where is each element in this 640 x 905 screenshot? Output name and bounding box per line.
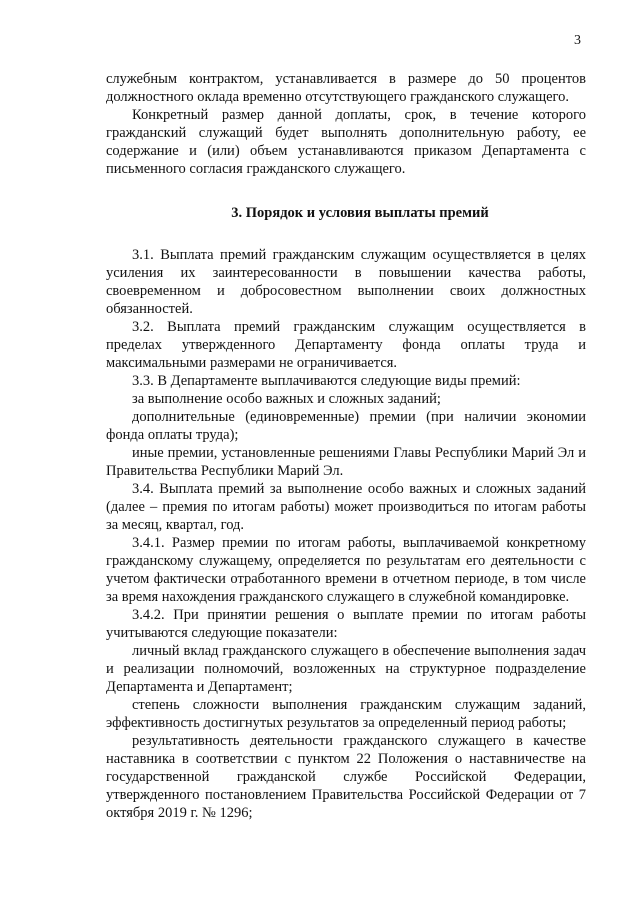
list-item-other-bonuses: иные премии, установленные решениями Главы Республики Марий Эл и Правительства Республики Марий Эл.: [106, 445, 586, 479]
paragraph-additional-payment: Конкретный размер данной доплаты, срок, в течение которого гражданский служащий будет выполнять дополнительную работу, ее содержание и (или) объем устанавливаются приказом Департамента с письменного согласия гражданского служащего.: [106, 107, 586, 177]
paragraph-3-4-2: 3.4.2. При принятии решения о выплате премии по итогам работы учитываются следующие показатели:: [106, 607, 586, 641]
document-body: [106, 70, 586, 822]
page-number: 3: [574, 33, 581, 48]
paragraph-3-2: 3.2. Выплата премий гражданским служащим осуществляется в пределах утвержденного Департаменту фонда оплаты труда и максимальными размерами не ограничивается.: [106, 319, 586, 371]
paragraph-3-4-1: 3.4.1. Размер премии по итогам работы, выплачиваемой конкретному гражданскому служащему, определяется по результатам его деятельности с учетом фактически отработанного времени в отчетном периоде, в том числе за время нахождения гражданского служащего в служебной командировке.: [106, 535, 586, 605]
list-item-personal-contribution: личный вклад гражданского служащего в обеспечение выполнения задач и реализации полномочий, возложенных на структурное подразделение Департамента и Департамент;: [106, 643, 586, 695]
list-item-complexity: степень сложности выполнения гражданским служащим заданий, эффективность достигнутых результатов за определенный период работы;: [106, 697, 586, 731]
paragraph-3-3: 3.3. В Департаменте выплачиваются следующие виды премий:: [132, 373, 521, 389]
list-item-mentoring: результативность деятельности гражданского служащего в качестве наставника в соответствии с пунктом 22 Положения о наставничестве на государственной гражданской службе Российской Федерации, утвержденного постановлением Правительства Российской Федерации от 7 октября 2019 г. № 1296;: [106, 733, 586, 821]
list-item-important-tasks: за выполнение особо важных и сложных заданий;: [132, 391, 441, 407]
paragraph-3-4: 3.4. Выплата премий за выполнение особо важных и сложных заданий (далее – премия по итогам работы) может производиться по итогам работы за месяц, квартал, год.: [106, 481, 586, 533]
section-title: 3. Порядок и условия выплаты премий: [231, 205, 489, 221]
paragraph-continuation: служебным контрактом, устанавливается в размере до 50 процентов должностного оклада временно отсутствующего гражданского служащего.: [106, 71, 586, 105]
list-item-additional-bonuses: дополнительные (единовременные) премии (при наличии экономии фонда оплаты труда);: [106, 409, 586, 443]
paragraph-3-1: 3.1. Выплата премий гражданским служащим осуществляется в целях усиления их заинтересованности в повышении качества работы, своевременном и добросовестном выполнении своих должностных обязанностей.: [106, 247, 586, 317]
